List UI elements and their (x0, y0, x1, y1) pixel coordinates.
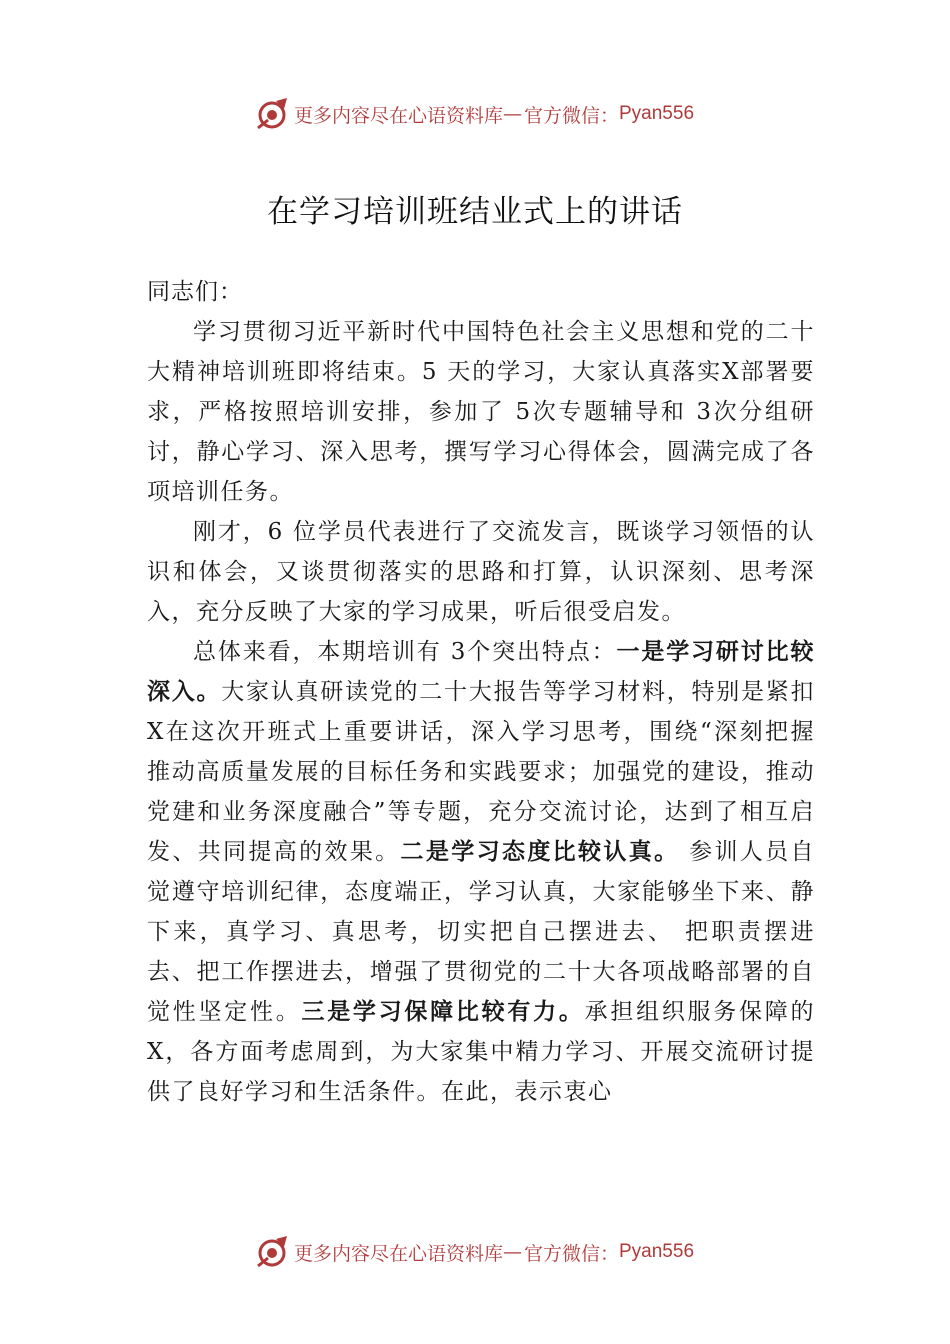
point-3-text: 承担组织服务保障的 X，各方面考虑周到，为大家集中精力学习、开展交流研讨提供了良好学习和生活条件。在此，表示衷心 (147, 999, 816, 1105)
paragraph-2: 刚才，6 位学员代表进行了交流发言，既谈学习领悟的认识和体会，又谈贯彻落实的思路和打算，认识深刻、思考深入，充分反映了大家的学习成果，听后很受启发。 (147, 519, 815, 625)
point-1-text: 大家认真研读党的二十大报告等学习材料，特别是紧扣 X在这次开班式上重要讲话，深入学习思考，围绕“深刻把握推动高质量发展的目标任务和实践要求；加强党的建设，推动党建和业务深度融合”等专题，充分交流讨论，达到了相互启发、共同提高的效果。 (147, 679, 815, 865)
paragraph-3-intro: 总体来看，本期培训有 3个突出特点： (193, 639, 617, 665)
document-body (147, 272, 815, 1112)
watermark-wechat-label: 官方微信： (523, 104, 619, 127)
watermark-separator: — (502, 1241, 522, 1263)
watermark-separator: — (502, 103, 522, 125)
watermark-wechat-label: 官方微信： (523, 1242, 619, 1265)
pen-seal-logo-icon (256, 1235, 290, 1269)
pen-seal-logo-icon (256, 97, 290, 131)
point-2-text: 参训人员自觉遵守培训纪律，态度端正，学习认真，大家能够坐下来、静下来，真学习、真思考，切实把自己摆进去、 把职责摆进去、把工作摆进去，增强了贯彻党的二十大各项战略部署的自觉性坚定性。 (147, 839, 816, 1025)
footer-watermark (0, 1232, 950, 1272)
paragraph-3 (147, 632, 815, 1112)
point-2-heading: 二是学习态度比较认真。 (400, 838, 680, 865)
watermark-brand: 更多内容尽在心语资料库 (293, 104, 503, 127)
paragraph-1: 学习贯彻习近平新时代中国特色社会主义思想和党的二十大精神培训班即将结束。5 天的学习，大家认真落实X部署要求，严格按照培训安排，参加了 5次专题辅导和 3次分组研讨，静心学习、深入思考，撰写学习心得体会，圆满完成了各项培训任务。 (147, 319, 815, 505)
watermark-brand: 更多内容尽在心语资料库 (293, 1242, 503, 1265)
document-title: 在学习培训班结业式上的讲话 (267, 194, 683, 230)
header-watermark (0, 94, 950, 134)
point-1-heading: 一是学习研讨比较深入。 (147, 638, 816, 705)
watermark-account: Pyan556 (619, 103, 695, 124)
point-3-heading: 三是学习保障比较有力。 (301, 998, 585, 1025)
watermark-account: Pyan556 (619, 1241, 695, 1262)
salutation: 同志们： (147, 279, 243, 305)
